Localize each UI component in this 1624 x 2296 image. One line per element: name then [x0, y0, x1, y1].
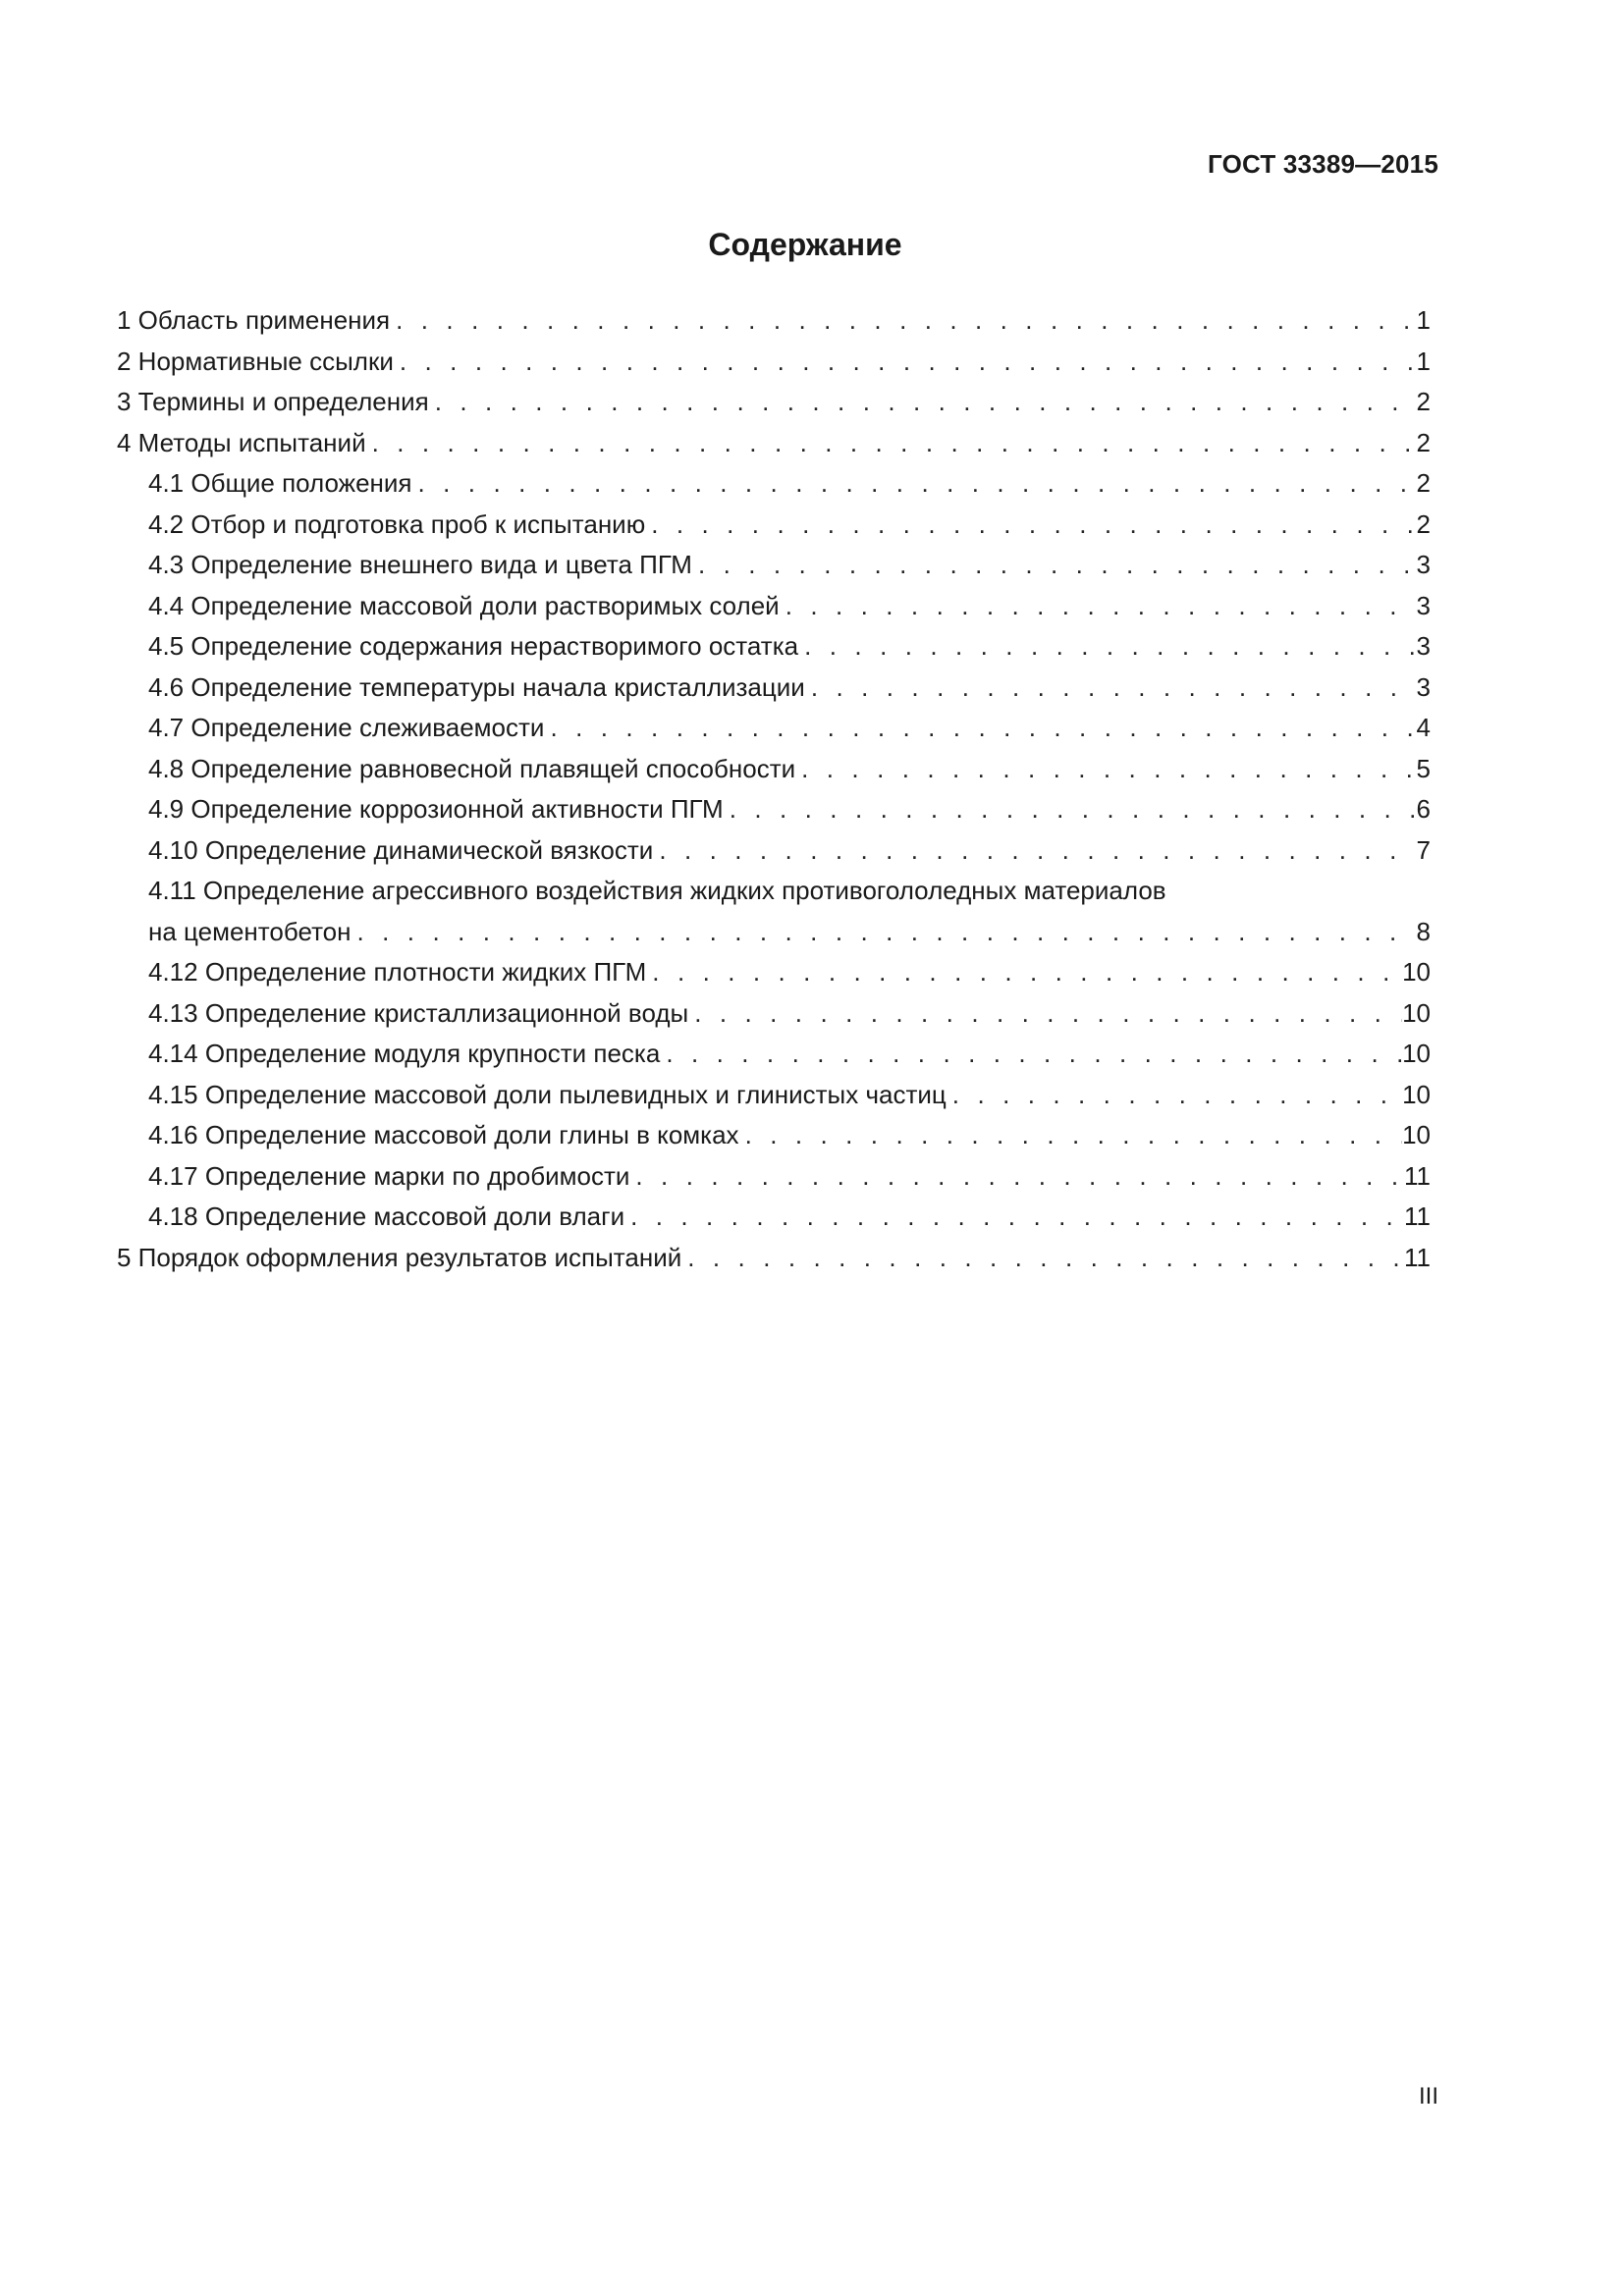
dot-leader: [366, 423, 1417, 464]
toc-entry-4-2[interactable]: [117, 505, 1431, 546]
toc-entry-4-6[interactable]: [117, 667, 1431, 709]
dot-leader: [412, 463, 1417, 505]
toc-entry-page: 10: [1402, 1120, 1431, 1149]
toc-entry-page: 10: [1402, 957, 1431, 987]
toc-entry-label: 4.16 Определение массовой доли глины в комках: [148, 1120, 739, 1149]
toc-entry-5[interactable]: [117, 1238, 1431, 1279]
toc-entry-page: 1: [1416, 346, 1431, 376]
toc-entry-4-11[interactable]: [117, 871, 1431, 952]
toc-entry-4-17[interactable]: [117, 1156, 1431, 1198]
toc-entry-4-8[interactable]: [117, 749, 1431, 790]
dot-leader: [624, 1197, 1404, 1238]
toc-entry-4-5[interactable]: [117, 626, 1431, 667]
toc-entry-label: 4.2 Отбор и подготовка проб к испытанию: [148, 508, 646, 539]
toc-entry-label: 4.6 Определение температуры начала кристаллизации: [148, 671, 805, 702]
toc-entry-label: 4.1 Общие положения: [148, 468, 412, 498]
dot-leader: [688, 993, 1402, 1035]
toc-entry-4-4[interactable]: [117, 586, 1431, 627]
toc-entry-4-1[interactable]: [117, 463, 1431, 505]
toc-entry-page: 1: [1416, 305, 1431, 335]
toc-entry-label: 4.3 Определение внешнего вида и цвета ПГМ: [148, 550, 692, 579]
table-of-contents: [117, 300, 1431, 1278]
toc-entry-label: 4 Методы испытаний: [117, 427, 366, 457]
toc-entry-3[interactable]: [117, 382, 1431, 423]
toc-entry-label: 3 Термины и определения: [117, 387, 429, 416]
toc-entry-page: 2: [1416, 427, 1431, 457]
toc-entry-page: 11: [1404, 1242, 1431, 1272]
page-number: III: [1418, 2083, 1438, 2109]
dot-leader: [544, 708, 1416, 749]
dot-leader: [795, 749, 1416, 790]
dot-leader: [681, 1238, 1404, 1279]
toc-entry-label: 5 Порядок оформления результатов испытаний: [117, 1242, 682, 1272]
toc-entry-4-16[interactable]: [117, 1115, 1431, 1156]
toc-entry-label-line1: 4.11 Определение агрессивного воздействия жидких противогололедных материалов: [148, 876, 1166, 905]
toc-entry-page: 3: [1416, 550, 1431, 579]
toc-entry-label: 4.10 Определение динамической вязкости: [148, 834, 654, 865]
toc-entry-1[interactable]: [117, 300, 1431, 342]
dot-leader: [390, 300, 1416, 342]
toc-entry-4-13[interactable]: [117, 993, 1431, 1035]
toc-entry-page: 3: [1416, 671, 1431, 702]
toc-entry-page: 8: [1416, 916, 1431, 946]
toc-entry-label: 2 Нормативные ссылки: [117, 346, 394, 376]
dot-leader: [798, 626, 1416, 667]
toc-title: Содержание: [708, 227, 902, 262]
toc-entry-label: 4.8 Определение равновесной плавящей способности: [148, 753, 796, 783]
dot-leader: [429, 382, 1417, 423]
toc-entry-page: 2: [1416, 508, 1431, 539]
toc-entry-4-18[interactable]: [117, 1197, 1431, 1238]
dot-leader: [352, 912, 1417, 953]
dot-leader: [645, 505, 1416, 546]
toc-entry-page: 2: [1416, 468, 1431, 498]
toc-entry-page: 2: [1416, 387, 1431, 416]
dot-leader: [394, 342, 1417, 383]
toc-entry-2[interactable]: [117, 342, 1431, 383]
toc-entry-4-10[interactable]: [117, 830, 1431, 872]
toc-entry-page: 5: [1416, 753, 1431, 783]
toc-entry-4-15[interactable]: [117, 1075, 1431, 1116]
dot-leader: [653, 830, 1416, 872]
dot-leader: [629, 1156, 1404, 1198]
toc-entry-4-3[interactable]: [117, 545, 1431, 586]
toc-entry-4-12[interactable]: [117, 952, 1431, 993]
toc-entry-label: 4.4 Определение массовой доли растворимых солей: [148, 590, 780, 620]
toc-entry-page: 11: [1404, 1201, 1431, 1231]
toc-entry-4[interactable]: [117, 423, 1431, 464]
toc-entry-label: 4.14 Определение модуля крупности песка: [148, 1039, 661, 1068]
toc-entry-label-line2: на цементобетон: [148, 916, 352, 946]
dot-leader: [739, 1115, 1403, 1156]
dot-leader: [646, 952, 1402, 993]
toc-entry-label: 4.5 Определение содержания нерастворимого остатка: [148, 631, 799, 661]
toc-entry-label: 4.9 Определение коррозионной активности ПГМ: [148, 794, 724, 824]
dot-leader: [947, 1075, 1402, 1116]
dot-leader: [805, 667, 1417, 709]
dot-leader: [692, 545, 1417, 586]
toc-entry-page: 6: [1416, 794, 1431, 824]
toc-entry-page: 7: [1416, 834, 1431, 865]
dot-leader: [660, 1034, 1402, 1075]
document-code: ГОСТ 33389—2015: [1208, 149, 1438, 179]
toc-entry-label: 4.12 Определение плотности жидких ПГМ: [148, 957, 647, 987]
toc-entry-label: 1 Область применения: [117, 305, 391, 335]
toc-entry-page: 11: [1404, 1160, 1431, 1191]
toc-entry-label: 4.15 Определение массовой доли пылевидных и глинистых частиц: [148, 1079, 947, 1109]
toc-entry-page: 3: [1416, 590, 1431, 620]
toc-entry-page: 10: [1402, 997, 1431, 1028]
dot-leader: [724, 789, 1417, 830]
toc-entry-label: 4.13 Определение кристаллизационной воды: [148, 997, 689, 1028]
toc-entry-label: 4.18 Определение массовой доли влаги: [148, 1201, 625, 1231]
dot-leader: [780, 586, 1417, 627]
toc-entry-page: 10: [1402, 1039, 1431, 1068]
toc-entry-label: 4.7 Определение слеживаемости: [148, 713, 545, 742]
toc-entry-label: 4.17 Определение марки по дробимости: [148, 1160, 630, 1191]
toc-entry-page: 10: [1402, 1079, 1431, 1109]
toc-entry-page: 4: [1416, 713, 1431, 742]
toc-entry-page: 3: [1416, 631, 1431, 661]
toc-entry-4-9[interactable]: [117, 789, 1431, 830]
toc-entry-4-7[interactable]: [117, 708, 1431, 749]
toc-entry-4-14[interactable]: [117, 1034, 1431, 1075]
